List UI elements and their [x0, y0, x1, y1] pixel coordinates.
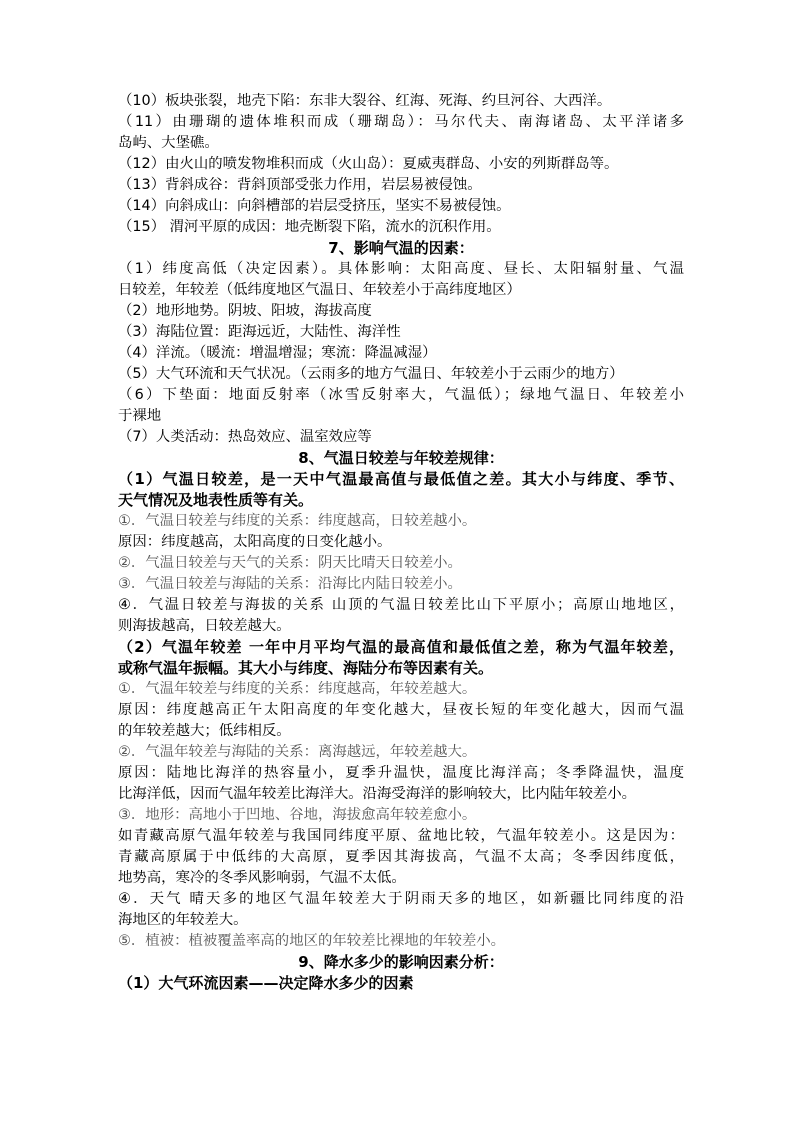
- text-line: ②．气温日较差与天气的关系：阴天比晴天日较差小。: [118, 555, 462, 571]
- document-body: [118, 91, 684, 994]
- text-line: （3）海陆位置：距海远近，大陆性、海洋性: [118, 324, 401, 340]
- text-line: （13）背斜成谷：背斜顶部受张力作用，岩层易被侵蚀。: [118, 177, 482, 193]
- text-line: 则海拔越高，日较差越大。: [118, 618, 291, 634]
- text-line: （11）由珊瑚的遗体堆积而成（珊瑚岛）：马尔代夫、南海诸岛、太平洋诸多: [118, 114, 684, 130]
- text-line: （1）纬度高低（决定因素）。具体影响：太阳高度、昼长、太阳辐射量、气温: [118, 261, 684, 277]
- text-line: ①．气温年较差与纬度的关系：纬度越高，年较差越大。: [118, 681, 477, 697]
- text-line: ③．气温日较差与海陆的关系：沿海比内陆日较差小。: [118, 576, 462, 592]
- text-line: ③．地形：高地小于凹地、谷地，海拔愈高年较差愈小。: [118, 807, 477, 823]
- text-line: 比海洋低，因而气温年较差比海洋大。沿海受海洋的影响较大，比内陆年较差小。: [118, 786, 637, 802]
- text-line: （7）人类活动：热岛效应、温室效应等: [118, 429, 372, 445]
- text-line: 原因：纬度越高正午太阳高度的年变化越大，昼夜长短的年变化越大，因而气温: [118, 702, 684, 718]
- text-line: （2）气温年较差 一年中月平均气温的最高值和最低值之差，称为气温年较差，: [118, 638, 684, 656]
- text-line: 原因：纬度越高，太阳高度的日变化越小。: [118, 534, 392, 550]
- text-line: 的年较差越大；低纬相反。: [118, 723, 291, 739]
- text-line: （6）下垫面：地面反射率（冰雪反射率大，气温低）；绿地气温日、年较差小: [118, 387, 684, 403]
- text-line: ④．气温日较差与海拔的关系 山顶的气温日较差比山下平原小；高原山地地区，: [118, 597, 684, 613]
- text-line: （14）向斜成山：向斜槽部的岩层受挤压，坚实不易被侵蚀。: [118, 198, 511, 214]
- text-line: ⑤．植被：植被覆盖率高的地区的年较差比裸地的年较差小。: [118, 933, 506, 949]
- text-line: （12）由火山的喷发物堆积而成（火山岛）：夏威夷群岛、小安的列斯群岛等。: [118, 156, 619, 172]
- text-line: ①．气温日较差与纬度的关系：纬度越高，日较差越小。: [118, 513, 477, 529]
- text-line: 原因：陆地比海洋的热容量小，夏季升温快，温度比海洋高；冬季降温快，温度: [118, 765, 684, 781]
- text-line: 岛屿、大堡礁。: [118, 135, 219, 151]
- text-line: 海地区的年较差大。: [118, 912, 248, 928]
- text-line: 日较差，年较差（低纬度地区气温日、年较差小于高纬度地区）: [118, 282, 521, 298]
- section-heading: 7、影响气温的因素：: [328, 239, 474, 257]
- text-line: ②．气温年较差与海陆的关系：离海越远，年较差越大。: [118, 744, 477, 760]
- text-line: 如青藏高原气温年较差与我国同纬度平原、盆地比较，气温年较差小。这是因为：: [118, 828, 684, 844]
- section-heading: 8、气温日较差与年较差规律：: [298, 449, 504, 467]
- text-line: （1）气温日较差，是一天中气温最高值与最低值之差。其大小与纬度、季节、: [118, 470, 684, 488]
- text-line: （15） 渭河平原的成因：地壳断裂下陷，流水的沉积作用。: [118, 219, 501, 235]
- text-line: （10）板块张裂，地壳下陷：东非大裂谷、红海、死海、约旦河谷、大西洋。: [118, 93, 612, 109]
- text-line: 青藏高原属于中低纬的大高原，夏季因其海拔高，气温不太高；冬季因纬度低，: [118, 849, 684, 865]
- text-line: 天气情况及地表性质等有关。: [118, 491, 314, 509]
- text-line: ④．天气 晴天多的地区气温年较差大于阴雨天多的地区，如新疆比同纬度的沿: [118, 891, 684, 907]
- text-line: （5）大气环流和天气状况。（云雨多的地方气温日、年较差小于云雨少的地方）: [118, 366, 624, 382]
- text-line: （4）洋流。（暖流：增温增湿；寒流：降温减湿）: [118, 345, 437, 361]
- text-line: 或称气温年振幅。其大小与纬度、海陆分布等因素有关。: [118, 659, 494, 677]
- section-heading: 9、降水多少的影响因素分析：: [298, 953, 504, 971]
- text-line: 于裸地: [118, 408, 162, 424]
- text-line: （1）大气环流因素——决定降水多少的因素: [118, 974, 414, 992]
- text-line: 地势高，寒冷的冬季风影响弱，气温不太低。: [118, 870, 406, 886]
- text-line: （2）地形地势。阴坡、阳坡，海拔高度: [118, 303, 372, 319]
